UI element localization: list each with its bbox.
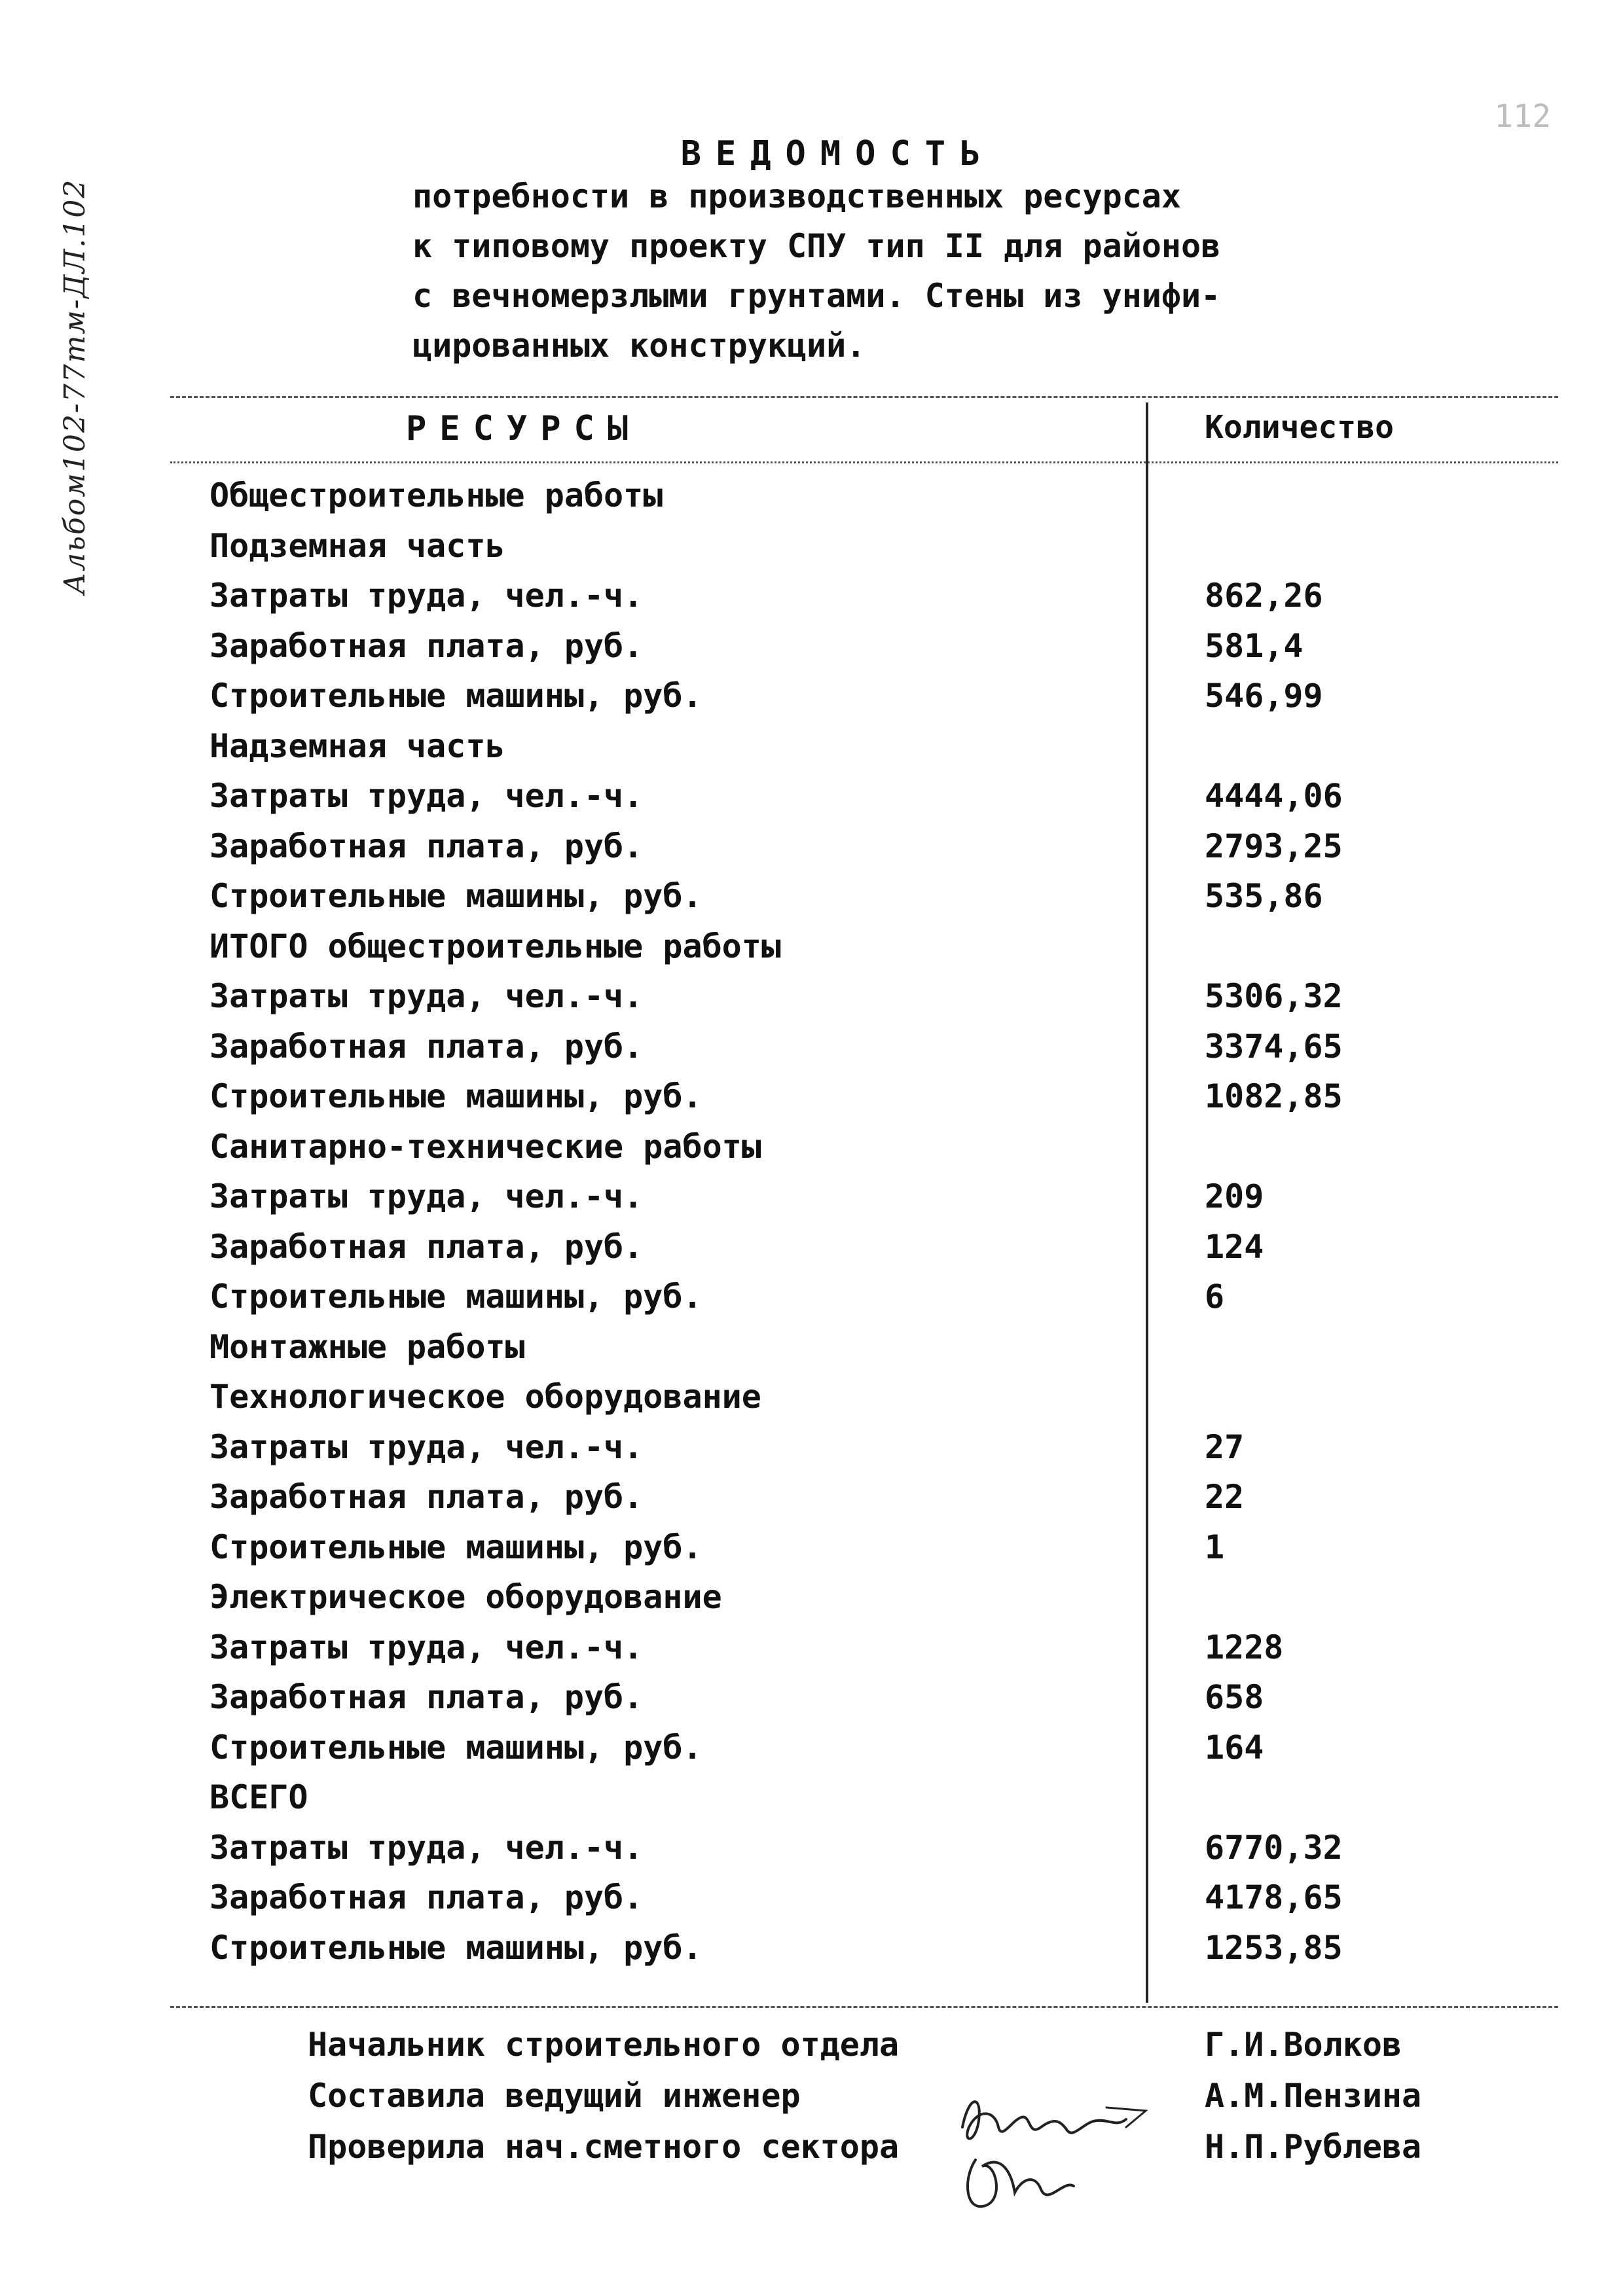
row-label: Электрическое оборудование — [210, 1578, 722, 1616]
table-row — [210, 1223, 1545, 1273]
subtitle-line: цированных конструкций. — [412, 327, 866, 365]
row-label: Затраты труда, чел.-ч. — [210, 977, 644, 1015]
row-value: 209 — [1205, 1177, 1264, 1215]
table-row — [210, 1072, 1545, 1122]
row-label: Общестроительные работы — [210, 476, 663, 514]
row-label: Затраты труда, чел.-ч. — [210, 1828, 644, 1867]
table-row — [210, 1172, 1545, 1223]
signature-row — [308, 2077, 1552, 2128]
row-label: Технологическое оборудование — [210, 1378, 761, 1416]
row-label: Строительные машины, руб. — [210, 677, 702, 715]
row-value: 658 — [1205, 1678, 1264, 1716]
row-label: Подземная часть — [210, 526, 505, 565]
signature-role: Проверила нач.сметного сектора — [308, 2128, 900, 2166]
row-value: 124 — [1205, 1227, 1264, 1266]
header-resources: РЕСУРСЫ — [406, 409, 642, 448]
signature-person: Н.П.Рублева — [1205, 2128, 1422, 2166]
handwritten-signature-icon — [949, 2081, 1185, 2225]
table-row — [210, 1573, 1545, 1623]
document-title: ВЕДОМОСТЬ — [680, 134, 995, 173]
table-row — [210, 772, 1545, 822]
row-value: 3374,65 — [1205, 1027, 1343, 1066]
document-subtitle — [412, 171, 1525, 370]
table-row — [210, 571, 1545, 622]
row-value: 1 — [1205, 1528, 1225, 1566]
row-label: Затраты труда, чел.-ч. — [210, 777, 644, 815]
signature-role: Начальник строительного отдела — [308, 2026, 900, 2064]
subtitle-line: к типовому проекту СПУ тип II для районов — [412, 227, 1221, 265]
row-value: 164 — [1205, 1728, 1264, 1767]
signature-role: Составила ведущий инженер — [308, 2077, 801, 2115]
row-value: 5306,32 — [1205, 977, 1343, 1015]
row-value: 862,26 — [1205, 577, 1323, 615]
row-value: 4444,06 — [1205, 777, 1343, 815]
row-label: Строительные машины, руб. — [210, 1077, 702, 1115]
row-value: 27 — [1205, 1427, 1245, 1466]
row-label: ИТОГО общестроительные работы — [210, 927, 781, 965]
subtitle-line: потребности в производственных ресурсах — [412, 177, 1181, 215]
row-label: Строительные машины, руб. — [210, 1928, 702, 1967]
row-label: Строительные машины, руб. — [210, 1728, 702, 1767]
row-value: 1082,85 — [1205, 1077, 1343, 1115]
table-row — [210, 1523, 1545, 1573]
signature-row — [308, 2026, 1552, 2077]
table-row — [210, 972, 1545, 1022]
row-label: Надземная часть — [210, 726, 505, 765]
table-row — [210, 672, 1545, 722]
header-quantity: Количество — [1205, 409, 1394, 446]
row-label: Строительные машины, руб. — [210, 877, 702, 915]
row-value: 546,99 — [1205, 677, 1323, 715]
row-label: Затраты труда, чел.-ч. — [210, 577, 644, 615]
table-row — [210, 1473, 1545, 1523]
row-label: Санитарно-технические работы — [210, 1127, 761, 1166]
row-value: 6770,32 — [1205, 1828, 1343, 1867]
table-row — [210, 1623, 1545, 1674]
table-row — [210, 622, 1545, 672]
table-row — [210, 522, 1545, 572]
row-label: Строительные машины, руб. — [210, 1528, 702, 1566]
table-row — [210, 1823, 1545, 1874]
page-number: 112 — [1494, 98, 1551, 135]
table-row — [210, 1122, 1545, 1173]
table-header-rule — [170, 461, 1558, 463]
signature-person: Г.И.Волков — [1205, 2026, 1402, 2064]
row-label: Затраты труда, чел.-ч. — [210, 1628, 644, 1666]
row-label: Монтажные работы — [210, 1327, 525, 1366]
row-label: Заработная плата, руб. — [210, 1678, 644, 1716]
table-row — [210, 471, 1545, 522]
side-archive-code — [56, 118, 95, 655]
signature-row — [308, 2128, 1552, 2179]
table-row — [210, 1323, 1545, 1373]
table-row — [210, 822, 1545, 872]
row-value: 22 — [1205, 1478, 1245, 1516]
row-value: 6 — [1205, 1278, 1225, 1316]
row-label: ВСЕГО — [210, 1778, 308, 1816]
table-row — [210, 1773, 1545, 1823]
row-value: 4178,65 — [1205, 1878, 1343, 1916]
side-code-text: Альбом102-77тм-ДЛ.102 — [58, 178, 92, 594]
row-label: Заработная плата, руб. — [210, 1027, 644, 1066]
signature-person: А.М.Пензина — [1205, 2077, 1422, 2115]
table-row — [210, 1372, 1545, 1423]
table-body — [210, 471, 1545, 1973]
table-bottom-rule — [170, 2006, 1558, 2008]
row-label: Строительные машины, руб. — [210, 1278, 702, 1316]
row-value: 1253,85 — [1205, 1928, 1343, 1967]
subtitle-line: с вечномерзлыми грунтами. Стены из унифи- — [412, 277, 1221, 315]
table-row — [210, 722, 1545, 772]
row-label: Заработная плата, руб. — [210, 1478, 644, 1516]
resources-table — [170, 389, 1558, 2019]
signature-block — [308, 2026, 1552, 2179]
table-row — [210, 1924, 1545, 1974]
row-label: Заработная плата, руб. — [210, 827, 644, 865]
row-label: Заработная плата, руб. — [210, 626, 644, 665]
table-row — [210, 872, 1545, 922]
row-value: 535,86 — [1205, 877, 1323, 915]
table-row — [210, 1873, 1545, 1924]
row-value: 2793,25 — [1205, 827, 1343, 865]
table-row — [210, 922, 1545, 973]
row-label: Затраты труда, чел.-ч. — [210, 1427, 644, 1466]
table-row — [210, 1423, 1545, 1473]
row-label: Заработная плата, руб. — [210, 1878, 644, 1916]
table-top-rule — [170, 396, 1558, 398]
row-value: 581,4 — [1205, 626, 1304, 665]
table-row — [210, 1723, 1545, 1774]
row-label: Затраты труда, чел.-ч. — [210, 1177, 644, 1215]
row-label: Заработная плата, руб. — [210, 1227, 644, 1266]
table-row — [210, 1673, 1545, 1723]
table-row — [210, 1022, 1545, 1073]
row-value: 1228 — [1205, 1628, 1284, 1666]
table-row — [210, 1272, 1545, 1323]
